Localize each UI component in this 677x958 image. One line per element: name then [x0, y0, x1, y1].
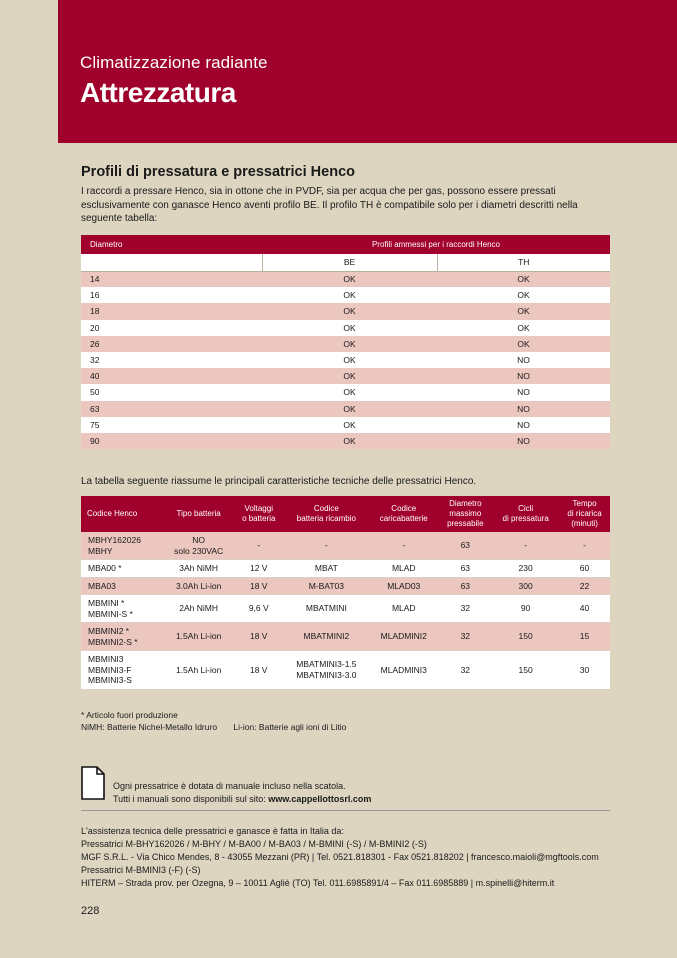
tools-cell: 300 — [492, 577, 559, 595]
th-cell: NO — [437, 368, 610, 384]
th-cell: OK — [437, 303, 610, 319]
tools-cell: 150 — [492, 623, 559, 651]
footnote: * Articolo fuori produzione — [81, 710, 178, 720]
be-cell: OK — [262, 320, 437, 336]
tools-cell: 15 — [559, 623, 610, 651]
tools-cell: MBAT — [284, 560, 370, 578]
tools-cell: MBMINI * MBMINI-S * — [81, 595, 163, 623]
header-band — [58, 0, 677, 143]
tools-cell: 18 V — [234, 623, 284, 651]
diameter-cell: 32 — [81, 352, 262, 368]
table-row — [81, 336, 610, 352]
tools-cell: 1.5Ah Li-ion — [163, 651, 234, 690]
table-row — [81, 577, 610, 595]
be-cell: OK — [262, 368, 437, 384]
tools-header-cell: Cicli di pressatura — [492, 496, 559, 532]
th-cell: OK — [437, 320, 610, 336]
intro-paragraph: I raccordi a pressare Henco, sia in ottone che in PVDF, sia per acqua che per gas, possono essere pressati esclusivamente con ganasce Henco aventi profilo BE. Il profilo TH è compatibile solo per i diametri descritti nella seguente tabella: — [81, 186, 578, 224]
tools-cell: MLAD — [369, 595, 438, 623]
subhead-blank — [81, 254, 262, 271]
tools-cell: MBMINI3 MBMINI3-F MBMINI3-S — [81, 651, 163, 690]
be-cell: OK — [262, 287, 437, 303]
manual-line-2: Tutti i manuali sono disponibili sul sito: — [113, 793, 269, 804]
tools-cell: MBATMINI — [284, 595, 370, 623]
diameter-cell: 75 — [81, 417, 262, 433]
diameter-cell: 40 — [81, 368, 262, 384]
tools-cell: - — [234, 532, 284, 560]
table-row — [81, 287, 610, 303]
be-cell: OK — [262, 433, 437, 449]
diameter-cell: 90 — [81, 433, 262, 449]
tools-cell: 63 — [438, 532, 492, 560]
manual-url-link[interactable]: www.cappellottosrl.com — [268, 793, 372, 804]
tools-cell: MBA03 — [81, 577, 163, 595]
be-cell: OK — [262, 352, 437, 368]
subhead-th: TH — [437, 254, 610, 271]
th-cell: NO — [437, 352, 610, 368]
tools-cell: - — [284, 532, 370, 560]
th-cell: NO — [437, 401, 610, 417]
diameter-cell: 26 — [81, 336, 262, 352]
tools-header-cell: Voltaggi o batteria — [234, 496, 284, 532]
tools-cell: 32 — [438, 595, 492, 623]
table-row — [81, 384, 610, 400]
battery-legend — [81, 722, 360, 734]
be-cell: OK — [262, 336, 437, 352]
tools-cell: 32 — [438, 651, 492, 690]
assistance-line-1: L'assistenza tecnica delle pressatrici e ganasce è fatta in Italia da: — [81, 826, 344, 836]
table-row — [81, 560, 610, 578]
tools-cell: 1.5Ah Li-ion — [163, 623, 234, 651]
tools-cell: 2Ah NiMH — [163, 595, 234, 623]
manual-line-1: Ogni pressatrice è dotata di manuale incluso nella scatola. — [113, 781, 346, 791]
table-row — [81, 401, 610, 417]
tools-cell: 18 V — [234, 651, 284, 690]
assistance-block — [81, 825, 610, 890]
diameter-cell: 16 — [81, 287, 262, 303]
table-row — [81, 623, 610, 651]
table-row — [81, 320, 610, 336]
th-cell: NO — [437, 417, 610, 433]
tools-cell: - — [559, 532, 610, 560]
tools-cell: 22 — [559, 577, 610, 595]
table-row — [81, 352, 610, 368]
tools-cell: MBATMINI3-1.5 MBATMINI3-3.0 — [284, 651, 370, 690]
be-cell: OK — [262, 401, 437, 417]
table-row — [81, 417, 610, 433]
tools-cell: 3Ah NiMH — [163, 560, 234, 578]
th-cell: OK — [437, 271, 610, 287]
header-subtitle: Climatizzazione radiante — [80, 53, 268, 72]
tools-cell: MLAD03 — [369, 577, 438, 595]
table-row — [81, 303, 610, 319]
table-row — [81, 368, 610, 384]
tools-intro: La tabella seguente riassume le principali caratteristiche tecniche delle pressatrici Henco. — [81, 476, 477, 487]
subhead-be: BE — [262, 254, 437, 271]
assistance-line-5: HITERM – Strada prov. per Ozegna, 9 – 10011 Agliè (TO) Tel. 011.6985891/4 – Fax 011.6985889 | m.spinelli@hiterm.it — [81, 878, 555, 888]
tools-header-cell: Tempo di ricarica (minuti) — [559, 496, 610, 532]
tools-cell: MBHY162026 MBHY — [81, 532, 163, 560]
profiles-table — [81, 235, 610, 449]
tools-cell: MBMINI2 * MBMINI2-S * — [81, 623, 163, 651]
table-row — [81, 651, 610, 690]
tools-cell: MLAD — [369, 560, 438, 578]
legend-nimh: NiMH: Batterie Nichel-Metallo Idruro — [81, 721, 218, 732]
tools-cell: 63 — [438, 560, 492, 578]
tools-header-cell: Codice caricabatterie — [369, 496, 438, 532]
tools-cell: MBATMINI2 — [284, 623, 370, 651]
table-row — [81, 595, 610, 623]
tools-cell: M-BAT03 — [284, 577, 370, 595]
header-title: Attrezzatura — [80, 77, 236, 108]
diameter-cell: 18 — [81, 303, 262, 319]
table-row — [81, 532, 610, 560]
tools-cell: 90 — [492, 595, 559, 623]
tools-cell: 32 — [438, 623, 492, 651]
manual-info — [113, 780, 371, 805]
be-cell: OK — [262, 303, 437, 319]
tools-cell: 150 — [492, 651, 559, 690]
tools-cell: MLADMINI3 — [369, 651, 438, 690]
tools-header-cell: Tipo batteria — [163, 496, 234, 532]
page-number: 228 — [81, 905, 100, 917]
col-profiles-header: Profili ammessi per i raccordi Henco — [262, 235, 610, 254]
document-icon — [81, 766, 105, 800]
tools-header-cell: Diametro massimo pressabile — [438, 496, 492, 532]
col-diameter-header: Diametro — [81, 235, 262, 254]
diameter-cell: 20 — [81, 320, 262, 336]
tools-cell: 40 — [559, 595, 610, 623]
tools-cell: MLADMINI2 — [369, 623, 438, 651]
tools-cell: 3.0Ah Li-ion — [163, 577, 234, 595]
tools-cell: - — [492, 532, 559, 560]
section-title: Profili di pressatura e pressatrici Henco — [81, 164, 355, 180]
table-row — [81, 433, 610, 449]
be-cell: OK — [262, 417, 437, 433]
th-cell: OK — [437, 287, 610, 303]
divider — [81, 810, 610, 811]
diameter-cell: 50 — [81, 384, 262, 400]
legend-liion: Li-ion: Batterie agli ioni di Litio — [233, 721, 347, 732]
diameter-cell: 63 — [81, 401, 262, 417]
notes — [81, 710, 360, 733]
th-cell: NO — [437, 384, 610, 400]
tools-cell: 30 — [559, 651, 610, 690]
tools-cell: 60 — [559, 560, 610, 578]
tools-cell: 12 V — [234, 560, 284, 578]
tools-header-cell: Codice batteria ricambio — [284, 496, 370, 532]
tools-cell: NO solo 230VAC — [163, 532, 234, 560]
tools-cell: 230 — [492, 560, 559, 578]
tools-cell: 18 V — [234, 577, 284, 595]
tools-cell: - — [369, 532, 438, 560]
th-cell: OK — [437, 336, 610, 352]
th-cell: NO — [437, 433, 610, 449]
table-row — [81, 271, 610, 287]
be-cell: OK — [262, 384, 437, 400]
diameter-cell: 14 — [81, 271, 262, 287]
tools-cell: MBA00 * — [81, 560, 163, 578]
tools-table — [81, 496, 610, 690]
assistance-line-4: Pressatrici M-BMINI3 (-F) (-S) — [81, 865, 201, 875]
tools-cell: 63 — [438, 577, 492, 595]
assistance-line-2: Pressatrici M-BHY162026 / M-BHY / M-BA00 / M-BA03 / M-BMINI (-S) / M-BMINI2 (-S) — [81, 839, 427, 849]
assistance-line-3: MGF S.R.L. - Via Chico Mendes, 8 - 43055 Mezzani (PR) | Tel. 0521.818301 - Fax 0521.818202 | francesco.maioli@mgftools.com — [81, 852, 599, 862]
tools-cell: 9,6 V — [234, 595, 284, 623]
tools-header-cell: Codice Henco — [81, 496, 163, 532]
be-cell: OK — [262, 271, 437, 287]
